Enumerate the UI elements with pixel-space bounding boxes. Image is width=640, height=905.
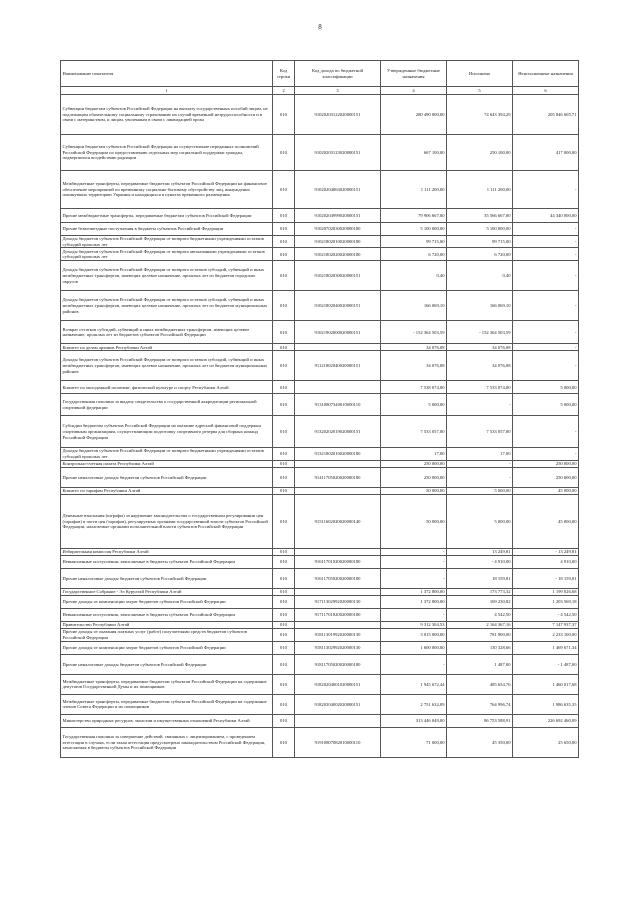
row-code: 010 (273, 460, 295, 467)
row-code: 010 (273, 727, 295, 757)
row-approved: - (381, 548, 447, 555)
row-remain: 1 199 026,68 (513, 588, 579, 595)
row-approved: - (381, 608, 447, 621)
table-row (61, 394, 579, 416)
table-row (61, 248, 579, 261)
row-done: 764 996,74 (447, 694, 513, 714)
page-number: 8 (318, 23, 322, 31)
row-done: 5 000,00 (447, 494, 513, 548)
row-name: Субсидии бюджетам субъектов Российской Федерации на оказание адресной финансовой поддержки спортивным организациям, осуществляющим подготовку спортивного резерва для сборных команд Российской Федерации (61, 416, 273, 448)
row-kbk (295, 344, 381, 351)
row-done: 6 720,00 (447, 248, 513, 261)
header-done: Исполнено (447, 61, 513, 87)
row-done: 0,40 (447, 261, 513, 291)
row-code: 010 (273, 381, 295, 394)
row-kbk: 91020702030020000180 (295, 223, 381, 236)
table-row (61, 654, 579, 674)
table-row (61, 448, 579, 460)
row-kbk: 91711302992020000130 (295, 595, 381, 608)
row-approved: 313 446 049,00 (381, 714, 447, 727)
col-number: 4 (381, 87, 447, 95)
col-number: 6 (513, 87, 579, 95)
row-remain: 1 203 569,18 (513, 595, 579, 608)
table-row (61, 261, 579, 291)
row-name: Прочие неналоговые доходы бюджетов субъектов Российской Федерации (61, 654, 273, 674)
row-code: 010 (273, 261, 295, 291)
row-kbk: 91020204063020000151 (295, 171, 381, 209)
row-kbk (295, 714, 381, 727)
row-name: Доходы бюджетов субъектов Российской Федерации от возврата бюджетными учреждениями остатков субсидий прошлых лет (61, 448, 273, 460)
row-approved: 1 945 672,44 (381, 674, 447, 694)
row-code: 010 (273, 344, 295, 351)
row-name: Субвенции бюджетам субъектов Российской Федерации на выплату государственных пособий лицам, не подлежащим обязательному социальному страхованию на случай временной нетрудоспособности и в связи с материнством, и лицам, уволенным в связи с ликвидацией орган (61, 95, 273, 135)
row-code: 010 (273, 223, 295, 236)
row-name: Прочие неналоговые доходы бюджетов субъектов Российской Федерации (61, 467, 273, 487)
row-approved: 250 000,00 (381, 460, 447, 467)
col-number: 2 (273, 87, 295, 95)
row-code: 010 (273, 641, 295, 654)
row-kbk: 91910807082010000110 (295, 727, 381, 757)
row-remain: - (513, 223, 579, 236)
row-remain: - (513, 261, 579, 291)
row-code: 010 (273, 236, 295, 248)
row-code: 010 (273, 494, 295, 548)
header-kbk: Код дохода по бюджетной классификации (295, 61, 381, 87)
row-approved: 17,00 (381, 448, 447, 460)
row-name: Доходы бюджетов субъектов Российской Федерации от возврата автономными учреждениями остатков субсидий прошлых лет (61, 248, 273, 261)
row-approved: 1 600 000,00 (381, 641, 447, 654)
row-kbk: 91310807340010000110 (295, 394, 381, 416)
row-remain: 250 000,00 (513, 460, 579, 467)
row-kbk: 91121802040020000151 (295, 351, 381, 381)
row-done: 74 643 394,29 (447, 95, 513, 135)
row-name: Государственное Собрание - Эл Курултай Республики Алтай (61, 588, 273, 595)
table-row (61, 381, 579, 394)
row-done: 5 000,00 (447, 487, 513, 494)
row-remain: 45 000,00 (513, 494, 579, 548)
row-kbk: 91021802040020000151 (295, 291, 381, 321)
row-remain: 250 000,00 (513, 467, 579, 487)
row-kbk: 91321802010020000180 (295, 448, 381, 460)
row-code: 010 (273, 291, 295, 321)
row-code: 010 (273, 694, 295, 714)
row-done: 7 533 074,00 (447, 381, 513, 394)
row-done: 4 542,50 (447, 608, 513, 621)
row-code: 010 (273, 654, 295, 674)
row-approved: 3 015 000,00 (381, 628, 447, 641)
table-row (61, 223, 579, 236)
row-name: Прочие доходы от компенсации затрат бюджетов субъектов Российской Федерации (61, 595, 273, 608)
table-row (61, 548, 579, 555)
row-name: Прочие доходы от оказания платных услуг (работ) получателями средств бюджетов субъектов Российской Федерации (61, 628, 273, 641)
table-row (61, 494, 579, 548)
row-done: - (447, 467, 513, 487)
row-code: 010 (273, 588, 295, 595)
row-kbk: 91811705020020000180 (295, 654, 381, 674)
row-kbk (295, 588, 381, 595)
row-approved: - (381, 568, 447, 588)
row-approved: 5 000,00 (381, 394, 447, 416)
row-remain: 4 910,00 (513, 555, 579, 568)
row-name: Доходы бюджетов субъектов Российской Федерации от возврата остатков субсидий, субвенций и иных межбюджетных трансфертов, имеющих целевое назначение, прошлых лет из бюджетов муниципальных районов (61, 351, 273, 381)
row-approved: 79 906 667,00 (381, 209, 447, 223)
row-remain: 205 846 605,71 (513, 95, 579, 135)
table-row (61, 171, 579, 209)
row-code: 010 (273, 621, 295, 628)
row-approved: 7 533 057,00 (381, 416, 447, 448)
row-code: 010 (273, 487, 295, 494)
table-row (61, 595, 579, 608)
row-kbk: 91021902000020000151 (295, 321, 381, 344)
row-kbk: 91020203123020000151 (295, 135, 381, 171)
column-numbers-row (61, 87, 579, 95)
table-row (61, 95, 579, 135)
col-number: 3 (295, 87, 381, 95)
row-name: Контрольно-счетная палата Республики Алтай (61, 460, 273, 467)
row-approved: - 152 364 503,59 (381, 321, 447, 344)
table-row (61, 135, 579, 171)
row-name: Доходы бюджетов субъектов Российской Федерации от возврата остатков субсидий, субвенций и иных межбюджетных трансфертов, имеющих целевое назначение, прошлых лет из бюджетов муниципальных районов (61, 291, 273, 321)
row-approved: 667 100,00 (381, 135, 447, 171)
table-row (61, 608, 579, 621)
row-done: 34 076,08 (447, 351, 513, 381)
row-approved: 6 720,00 (381, 248, 447, 261)
row-name: Доходы бюджетов субъектов Российской Федерации от возврата остатков субсидий, субвенций и иных межбюджетных трансфертов, имеющих целевое назначение, прошлых лет из бюджетов городских округов (61, 261, 273, 291)
row-code: 010 (273, 209, 295, 223)
table-row (61, 351, 579, 381)
row-kbk: 91021802010020000180 (295, 236, 381, 248)
row-remain: 1 986 635,35 (513, 694, 579, 714)
table-row (61, 460, 579, 467)
table-row (61, 236, 579, 248)
revenue-table (60, 60, 579, 758)
table-row (61, 291, 579, 321)
row-approved: 2 751 632,09 (381, 694, 447, 714)
table-row (61, 209, 579, 223)
row-name: Денежные взыскания (штрафы) за нарушение законодательства о государственном регулировании цен (тарифов) в части цен (тарифов), регулируемых органами государственной власти субъектов Российской Федерации, налагаемые органами исполнительной власти субъектов Российской Федерации (61, 494, 273, 548)
header-remain: Неисполненные назначения (513, 61, 579, 87)
table-row (61, 416, 579, 448)
table-row (61, 344, 579, 351)
row-remain: 7 147 937,37 (513, 621, 579, 628)
row-code: 010 (273, 568, 295, 588)
row-code: 010 (273, 95, 295, 135)
row-done: - (447, 394, 513, 416)
row-remain: - (513, 321, 579, 344)
row-kbk: 91020204999020000151 (295, 209, 381, 223)
row-name: Государственная пошлина за выдачу свидетельства о государственной аккредитации региональной спортивной федерации (61, 394, 273, 416)
table-body (61, 95, 579, 758)
row-name: Межбюджетные трансферты, передаваемые бюджетам субъектов Российской Федерации на содержание членов Совета Федерации и их помощников (61, 694, 273, 714)
row-kbk: 91511602020020000140 (295, 494, 381, 548)
table-row (61, 628, 579, 641)
row-remain: - 1 487,00 (513, 654, 579, 674)
header-row-code: Код строки (273, 61, 295, 87)
row-name: Субвенции бюджетам субъектов Российской Федерации на осуществление переданных полномочий Российской Федерации по предоставлению отдельных мер социальной поддержки граждан, подвергшихся воздействию радиации (61, 135, 273, 171)
row-kbk: 91711701020020000180 (295, 608, 381, 621)
table-row (61, 621, 579, 628)
header-approved: Утвержденные бюджетные назначения (381, 61, 447, 87)
table-row (61, 694, 579, 714)
row-approved: - (381, 654, 447, 674)
row-remain: - (513, 351, 579, 381)
table-row (61, 487, 579, 494)
row-remain: 44 340 000,00 (513, 209, 579, 223)
row-kbk (295, 381, 381, 394)
row-kbk: 91020203122020000151 (295, 95, 381, 135)
row-name: Доходы бюджетов субъектов Российской Федерации от возврата бюджетными учреждениями остатков субсидий прошлых лет (61, 236, 273, 248)
row-approved: 71 000,00 (381, 727, 447, 757)
row-name: Межбюджетные трансферты, передаваемые бюджетам субъектов Российской Федерации на финансовое обеспечение мероприятий по временному социально-бытовому обустройству лиц, вынужденно покинувших территорию Украины и находящихся в пунктах временного размещения (61, 171, 273, 209)
row-approved: 166 069,10 (381, 291, 447, 321)
row-name: Правительство Республики Алтай (61, 621, 273, 628)
row-code: 010 (273, 628, 295, 641)
table-row (61, 727, 579, 757)
row-code: 010 (273, 674, 295, 694)
row-code: 010 (273, 548, 295, 555)
row-approved: 1 372 800,00 (381, 595, 447, 608)
header-name: Наименование показателя (61, 61, 273, 87)
row-approved: 34 076,08 (381, 344, 447, 351)
row-kbk: 91611701020020000180 (295, 555, 381, 568)
row-remain: - (513, 236, 579, 248)
row-remain: 45 000,00 (513, 487, 579, 494)
row-approved: 99 715,00 (381, 236, 447, 248)
col-number: 5 (447, 87, 513, 95)
row-name: Государственная пошлина за совершение действий, связанных с лицензированием, с проведением аттестации в случаях, если такая аттестация предусмотрена законодательством Российской Федерации, зачисляемая в бюджеты субъектов Российской Федерации (61, 727, 273, 757)
row-remain: - 18 159,81 (513, 568, 579, 588)
row-name: Невыясненные поступления, зачисляемые в бюджеты субъектов Российской Федерации (61, 608, 273, 621)
row-done: 17,00 (447, 448, 513, 460)
table-row (61, 568, 579, 588)
row-name: Прочие безвозмездные поступления в бюджеты субъектов Российской Федерации (61, 223, 273, 236)
table-row (61, 714, 579, 727)
row-approved: 250 000,00 (381, 467, 447, 487)
row-remain: - (513, 448, 579, 460)
row-name: Комитет по делам архивов Республики Алтай (61, 344, 273, 351)
row-done: 173 773,32 (447, 588, 513, 595)
row-kbk: 91021802020020000180 (295, 248, 381, 261)
row-code: 010 (273, 555, 295, 568)
row-done: 5 100 000,00 (447, 223, 513, 236)
row-done: 1 487,00 (447, 654, 513, 674)
row-done: 86 753 588,91 (447, 714, 513, 727)
row-done: 130 328,66 (447, 641, 513, 654)
row-name: Министерство природных ресурсов, экологии и имущественных отношений Республики Алтай (61, 714, 273, 727)
row-approved: 34 076,08 (381, 351, 447, 381)
row-code: 010 (273, 321, 295, 344)
row-approved: 0,40 (381, 261, 447, 291)
row-name: Возврат остатков субсидий, субвенций и иных межбюджетных трансфертов, имеющих целевое назначение, прошлых лет из бюджетов субъектов Российской Федерации (61, 321, 273, 344)
row-name: Прочие доходы от компенсации затрат бюджетов субъектов Российской Федерации (61, 641, 273, 654)
row-done: - 152 364 503,59 (447, 321, 513, 344)
row-kbk: 91320202019020000151 (295, 416, 381, 448)
row-done: 18 159,81 (447, 568, 513, 588)
row-remain: 1 469 671,34 (513, 641, 579, 654)
row-code: 010 (273, 448, 295, 460)
row-remain: 25 650,00 (513, 727, 579, 757)
row-name: Прочие межбюджетные трансферты, передаваемые бюджетам субъектов Российской Федерации (61, 209, 273, 223)
row-remain: - (513, 171, 579, 209)
row-remain: 5 000,00 (513, 381, 579, 394)
row-name: Прочие неналоговые доходы бюджетов субъектов Российской Федерации (61, 568, 273, 588)
row-done: 99 715,00 (447, 236, 513, 248)
row-remain: - 13 249,81 (513, 548, 579, 555)
row-code: 010 (273, 467, 295, 487)
row-code: 010 (273, 135, 295, 171)
table-row (61, 467, 579, 487)
row-remain: 226 692 460,09 (513, 714, 579, 727)
row-approved: 7 538 074,00 (381, 381, 447, 394)
row-kbk (295, 487, 381, 494)
row-kbk (295, 548, 381, 555)
row-name: Комитет по тарифам Республики Алтай (61, 487, 273, 494)
row-approved: 50 000,00 (381, 494, 447, 548)
row-done: 35 566 667,00 (447, 209, 513, 223)
table-row (61, 321, 579, 344)
row-kbk: 91820204001020000151 (295, 674, 381, 694)
row-remain: 1 460 017,68 (513, 674, 579, 694)
row-code: 010 (273, 171, 295, 209)
row-done: 250 100,00 (447, 135, 513, 171)
row-kbk: 91811302992020000130 (295, 641, 381, 654)
row-done: - 4 910,00 (447, 555, 513, 568)
row-approved: 1 111 200,00 (381, 171, 447, 209)
row-remain: 2 233 100,00 (513, 628, 579, 641)
row-name: Комитет по молодежной политике, физической культуре и спорту Республики Алтай (61, 381, 273, 394)
row-approved: - (381, 555, 447, 568)
row-code: 010 (273, 351, 295, 381)
row-remain: 5 000,00 (513, 394, 579, 416)
row-approved: 5 100 000,00 (381, 223, 447, 236)
row-name: Межбюджетные трансферты, передаваемые бюджетам субъектов Российской Федерации на содержание депутатов Государственной Думы и их помощников (61, 674, 273, 694)
row-kbk (295, 621, 381, 628)
row-done: - (447, 460, 513, 467)
row-done: 34 076,08 (447, 344, 513, 351)
row-kbk: 91820204002020000151 (295, 694, 381, 714)
row-done: 169 230,82 (447, 595, 513, 608)
row-done: 781 900,00 (447, 628, 513, 641)
row-name: Невыясненные поступления, зачисляемые в бюджеты субъектов Российской Федерации (61, 555, 273, 568)
row-kbk: 91611705020020000180 (295, 568, 381, 588)
row-kbk (295, 460, 381, 467)
row-remain: 417 000,00 (513, 135, 579, 171)
row-kbk: 91021802030020000151 (295, 261, 381, 291)
row-code: 010 (273, 248, 295, 261)
row-kbk: 91811301992020000130 (295, 628, 381, 641)
row-approved: 280 490 000,00 (381, 95, 447, 135)
header-row (61, 61, 579, 87)
row-done: 7 533 057,00 (447, 416, 513, 448)
row-done: 13 249,81 (447, 548, 513, 555)
row-approved: 9 312 304,53 (381, 621, 447, 628)
table-row (61, 674, 579, 694)
row-remain: - (513, 248, 579, 261)
row-remain: - (513, 416, 579, 448)
row-done: 1 111 200,00 (447, 171, 513, 209)
table-row (61, 555, 579, 568)
row-code: 010 (273, 595, 295, 608)
row-approved: 1 372 800,00 (381, 588, 447, 595)
row-remain: - 4 542,50 (513, 608, 579, 621)
row-done: 166 069,10 (447, 291, 513, 321)
row-code: 010 (273, 416, 295, 448)
row-remain: - (513, 344, 579, 351)
table-row (61, 588, 579, 595)
row-done: 45 350,00 (447, 727, 513, 757)
row-done: 485 654,76 (447, 674, 513, 694)
row-approved: 50 000,00 (381, 487, 447, 494)
row-remain: - (513, 291, 579, 321)
table-row (61, 641, 579, 654)
col-number: 1 (61, 87, 273, 95)
row-name: Избирательная комиссия Республики Алтай (61, 548, 273, 555)
row-kbk: 91411705020020000180 (295, 467, 381, 487)
row-done: 2 164 367,16 (447, 621, 513, 628)
row-code: 010 (273, 608, 295, 621)
row-code: 010 (273, 714, 295, 727)
row-code: 010 (273, 394, 295, 416)
